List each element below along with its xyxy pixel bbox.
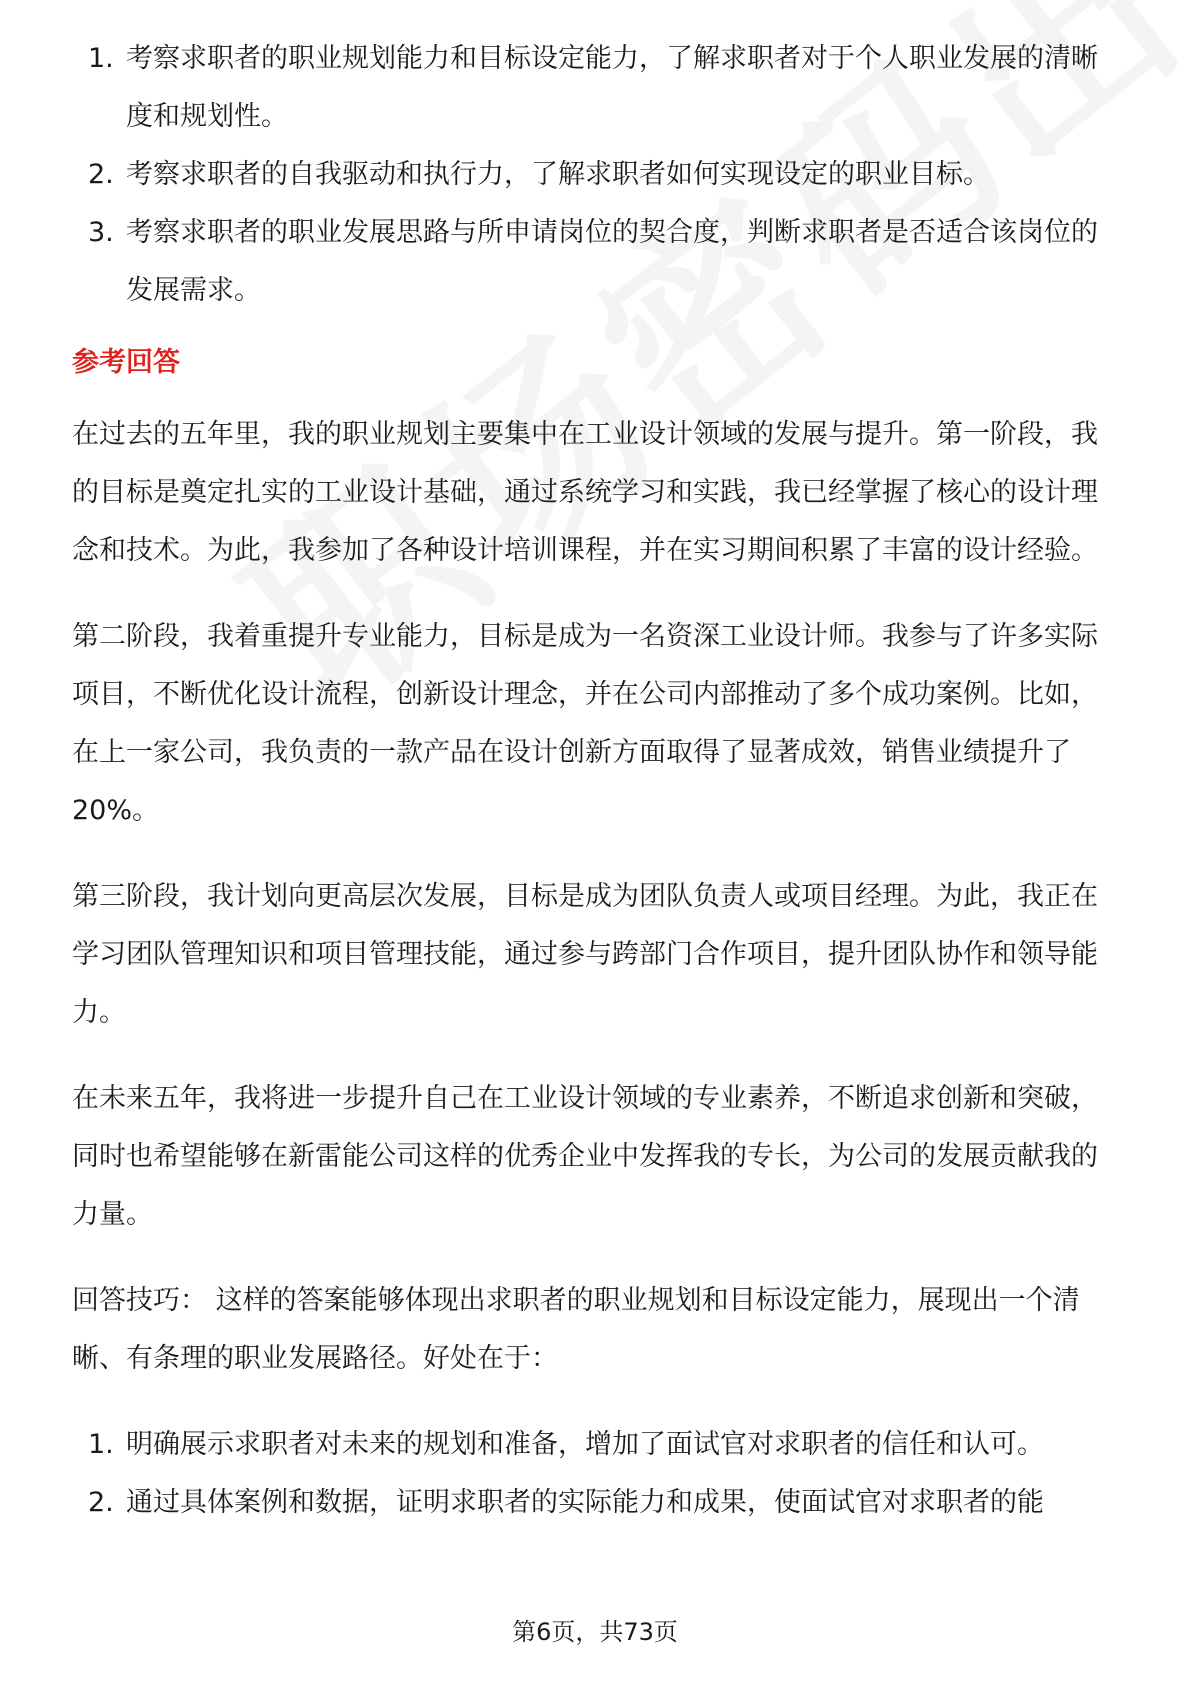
- list-item-number: 3.: [88, 217, 114, 248]
- page-content: [72, 30, 1122, 1532]
- list-item-text: 明确展示求职者对未来的规划和准备，增加了面试官对求职者的信任和认可。: [126, 1429, 1044, 1460]
- benefits-list: [72, 1416, 1122, 1532]
- list-item: [72, 146, 1122, 204]
- list-item: [72, 1474, 1122, 1532]
- list-item-text: 通过具体案例和数据，证明求职者的实际能力和成果，使面试官对求职者的能: [126, 1487, 1044, 1518]
- answer-paragraph: 第二阶段，我着重提升专业能力，目标是成为一名资深工业设计师。我参与了许多实际项目，不断优化设计流程，创新设计理念，并在公司内部推动了多个成功案例。比如，在上一家公司，我负责的一款产品在设计创新方面取得了显著成效，销售业绩提升了20%。: [72, 621, 1098, 826]
- evaluation-points-list: [72, 30, 1122, 320]
- list-item-number: 2.: [88, 159, 114, 190]
- list-item: [72, 1416, 1122, 1474]
- answer-paragraph: 第三阶段，我计划向更高层次发展，目标是成为团队负责人或项目经理。为此，我正在学习团队管理知识和项目管理技能，通过参与跨部门合作项目，提升团队协作和领导能力。: [72, 881, 1098, 1028]
- list-item-number: 1.: [88, 43, 114, 74]
- list-item-text: 考察求职者的职业规划能力和目标设定能力，了解求职者对于个人职业发展的清晰度和规划性。: [126, 43, 1098, 132]
- answer-paragraph: 在过去的五年里，我的职业规划主要集中在工业设计领域的发展与提升。第一阶段，我的目标是奠定扎实的工业设计基础，通过系统学习和实践，我已经掌握了核心的设计理念和技术。为此，我参加了各种设计培训课程，并在实习期间积累了丰富的设计经验。: [72, 419, 1098, 566]
- list-item-number: 2.: [88, 1487, 114, 1518]
- list-item: [72, 204, 1122, 320]
- list-item-text: 考察求职者的职业发展思路与所申请岗位的契合度，判断求职者是否适合该岗位的发展需求。: [126, 217, 1098, 306]
- list-item: [72, 30, 1122, 146]
- list-item-number: 1.: [88, 1429, 114, 1460]
- tips-paragraph: 回答技巧： 这样的答案能够体现出求职者的职业规划和目标设定能力，展现出一个清晰、有条理的职业发展路径。好处在于：: [72, 1285, 1080, 1374]
- page-number-footer: 第6页，共73页: [512, 1618, 678, 1646]
- answer-heading: 参考回答: [72, 347, 180, 378]
- answer-paragraph: 在未来五年，我将进一步提升自己在工业设计领域的专业素养，不断追求创新和突破，同时也希望能够在新雷能公司这样的优秀企业中发挥我的专长，为公司的发展贡献我的力量。: [72, 1083, 1098, 1230]
- list-item-text: 考察求职者的自我驱动和执行力，了解求职者如何实现设定的职业目标。: [126, 159, 990, 190]
